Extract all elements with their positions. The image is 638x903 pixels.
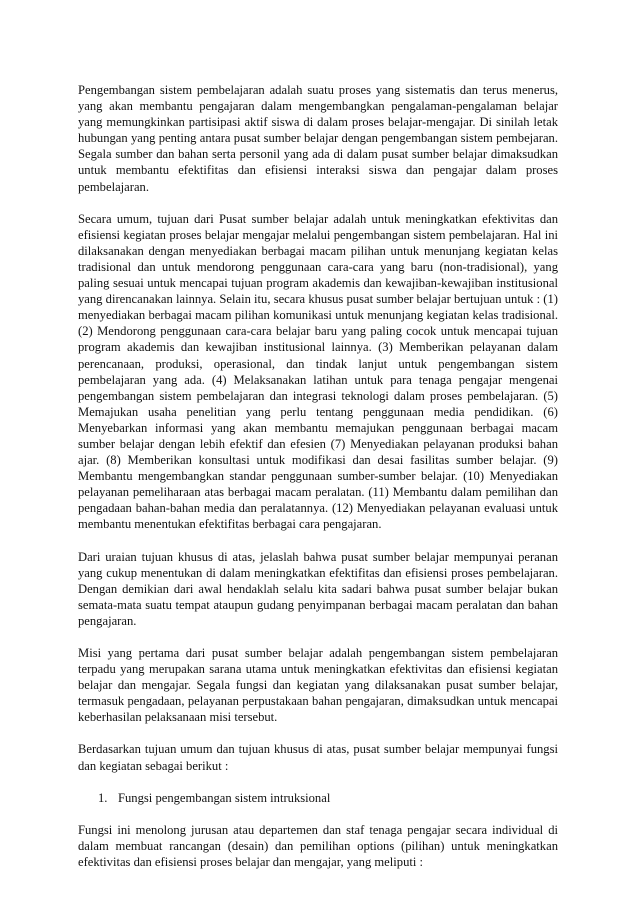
list-item-number: 1. [98, 790, 108, 805]
paragraph-objectives: Secara umum, tujuan dari Pusat sumber belajar adalah untuk meningkatkan efektivitas dan efisiensi kegiatan proses belajar mengajar melalui pengembangan sistem pembelajaran. Hal ini dilaksanakan dengan menyediakan berbagai macam pilihan untuk menunjang kegiatan kelas tradisional dan untuk mendorong penggunaan cara-cara yang baru (non-tradisional), yang paling sesuai untuk mencapai tujuan program akademis dan kewajiban-kewajiban institusional yang direncanakan lainnya. Selain itu, secara khusus pusat sumber belajar bertujuan untuk : (1) menyediakan berbagai macam pilihan komunikasi untuk menunjang kegiatan kelas tradisional. (2) Mendorong penggunaan cara-cara belajar baru yang paling cocok untuk mencapai tujuan program akademis dan kewajiban institusional lainnya. (3) Memberikan pelayanan dalam perencanaan, produksi, operasional, dan tindak lanjut untuk pengembangan sistem pembelajaran yang ada. (4) Melaksanakan latihan untuk para tenaga pengajar mengenai pengembangan sistem pembelajaran dan integrasi teknologi dalam proses pembelajaran. (5) Memajukan usaha penelitian yang perlu tentang penggunaan media pendidikan. (6) Menyebarkan informasi yang akan membantu memajukan penggunaan berbagai macam sumber belajar dengan lebih efektif dan efesien (7) Menyediakan pelayanan produksi bahan ajar. (8) Memberikan konsultasi untuk modifikasi dan desai fasilitas sumber belajar. (9) Membantu mengembangkan standar penggunaan sumber-sumber belajar. (10) Menyediakan pelayanan pemeliharaan atas berbagai macam peralatan. (11) Membantu dalam pemilihan dan pengadaan bahan-bahan media dan peralatannya. (12) Menyediakan pelayanan evaluasi untuk membantu menentukan efektifitas berbagai cara pengajaran. [78, 211, 558, 532]
list-item-text: Fungsi pengembangan sistem intruksional [118, 790, 331, 805]
paragraph-intro: Pengembangan sistem pembelajaran adalah suatu proses yang sistematis dan terus menerus, yang akan membantu pengajaran dalam mengembangkan pengalaman-pengalaman belajar yang memungkinkan partisipasi aktif siswa di dalam proses belajar-mengajar. Di sinilah letak hubungan yang penting antara pusat sumber belajar dengan pengembangan sistem pembejaran. Segala sumber dan bahan serta personil yang ada di dalam pusat sumber belajar dimaksudkan untuk membantu efektifitas dan efisiensi interaksi siswa dan pengajar dalam proses pembelajaran. [78, 83, 558, 194]
list-item [78, 790, 558, 806]
paragraph-function-description: Fungsi ini menolong jurusan atau departemen dan staf tenaga pengajar secara individual di dalam membuat rancangan (desain) dan pemilihan options (pilihan) untuk meningkatkan efektivitas dan efisiensi proses belajar dan mengajar, yang meliputi : [78, 822, 558, 869]
document-page [78, 82, 558, 886]
paragraph-mission: Misi yang pertama dari pusat sumber belajar adalah pengembangan sistem pembelajaran terpadu yang merupakan sarana utama untuk meningkatkan efektivitas dan efisiensi kegiatan belajar dan mengajar. Segala fungsi dan kegiatan yang dilaksanakan pusat sumber belajar, termasuk pengadaan, pelayanan perpustakaan bahan pengajaran, dimaksudkan untuk mencapai keberhasilan pelaksanaan misi tersebut. [78, 646, 558, 725]
paragraph-role: Dari uraian tujuan khusus di atas, jelaslah bahwa pusat sumber belajar mempunyai peranan yang cukup menentukan di dalam meningkatkan efektifitas dan efisiensi proses pembelajaran. Dengan demikian dari awal hendaklah selalu kita sadari bahwa pusat sumber belajar bukan semata-mata suatu tempat ataupun gudang penyimpanan berbagai macam peralatan dan bahan pengajaran. [78, 549, 558, 628]
paragraph-functions-intro: Berdasarkan tujuan umum dan tujuan khusus di atas, pusat sumber belajar mempunyai fungsi dan kegiatan sebagai berikut : [78, 742, 558, 773]
